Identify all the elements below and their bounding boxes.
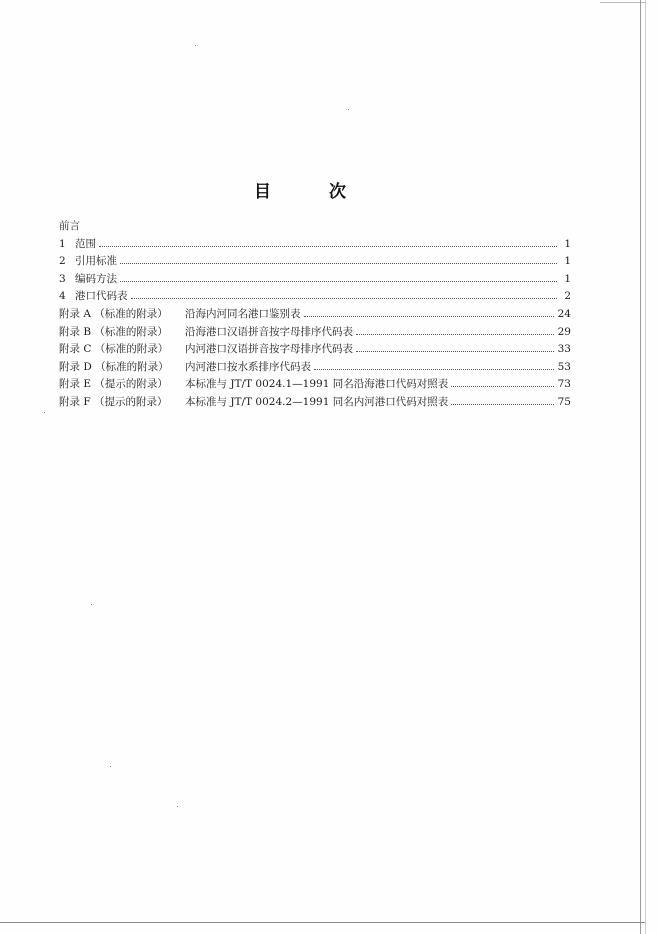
toc-appendix-label: 内河港口汉语拼音按字母排序代码表: [185, 343, 353, 356]
scan-speck: [195, 45, 196, 46]
toc-row[interactable]: [59, 288, 571, 306]
toc-section-label: 范围: [75, 237, 96, 250]
toc-page-number: 33: [557, 343, 571, 356]
toc-appendix-prefix: 附录 A （标准的附录）: [59, 307, 168, 320]
scan-edge-bottom: [0, 922, 645, 923]
toc-page-number: 29: [557, 325, 571, 338]
toc-appendix-row[interactable]: [59, 341, 571, 359]
toc-page-number: 1: [564, 237, 571, 250]
toc-appendix-prefix: 附录 D （标准的附录）: [59, 360, 169, 373]
scan-speck: [177, 806, 178, 807]
toc-foreword-label: 前言: [59, 220, 80, 232]
toc-appendix-prefix: 附录 F （提示的附录）: [59, 395, 168, 408]
toc-foreword[interactable]: [59, 218, 571, 236]
toc-leader-dots: [304, 315, 554, 317]
table-of-contents: [59, 218, 571, 412]
toc-leader-dots: [356, 350, 554, 352]
toc-appendix-row[interactable]: [59, 376, 571, 394]
toc-row[interactable]: [59, 271, 571, 289]
toc-leader-dots: [314, 368, 554, 370]
toc-section-label: 编码方法: [75, 272, 117, 285]
toc-appendix-row[interactable]: [59, 394, 571, 412]
toc-page-number: 24: [557, 307, 571, 320]
toc-appendix-row[interactable]: [59, 359, 571, 377]
toc-leader-dots: [356, 333, 554, 335]
toc-section-number: 1: [59, 237, 66, 250]
scan-speck: [110, 766, 111, 767]
toc-section-label: 引用标准: [75, 255, 117, 268]
toc-leader-dots: [120, 262, 557, 264]
toc-appendix-row[interactable]: [59, 324, 571, 342]
toc-leader-dots: [131, 297, 558, 299]
toc-appendix-row[interactable]: [59, 306, 571, 324]
toc-row[interactable]: [59, 253, 571, 271]
scan-speck: [348, 109, 349, 110]
toc-section-number: 2: [59, 255, 66, 268]
toc-appendix-label: 沿海内河同名港口鉴别表: [185, 307, 301, 320]
toc-section-label: 港口代码表: [75, 290, 128, 303]
toc-page-number: 53: [557, 360, 571, 373]
toc-page-number: 75: [557, 395, 571, 408]
toc-page-number: 73: [557, 378, 571, 391]
toc-page-number: 2: [564, 290, 571, 303]
scan-edge-top: [600, 2, 645, 3]
toc-row[interactable]: [59, 236, 571, 254]
toc-appendix-label: 本标准与 JT/T 0024.1—1991 同名沿海港口代码对照表: [185, 378, 449, 391]
toc-leader-dots: [99, 245, 557, 247]
toc-appendix-prefix: 附录 B （标准的附录）: [59, 325, 168, 338]
scan-speck: [91, 604, 92, 605]
toc-page-number: 1: [564, 272, 571, 285]
toc-appendix-prefix: 附录 E （提示的附录）: [59, 378, 168, 391]
toc-appendix-label: 本标准与 JT/T 0024.2—1991 同名内河港口代码对照表: [185, 395, 449, 408]
scan-edge-right-inner: [645, 0, 646, 934]
toc-section-number: 3: [59, 272, 66, 285]
toc-leader-dots: [120, 280, 557, 282]
toc-appendix-label: 沿海港口汉语拼音按字母排序代码表: [185, 325, 353, 338]
toc-appendix-label: 内河港口按水系排序代码表: [185, 360, 311, 373]
toc-leader-dots: [451, 403, 553, 405]
toc-appendix-prefix: 附录 C （标准的附录）: [59, 343, 169, 356]
scan-speck: [44, 412, 45, 413]
toc-leader-dots: [451, 385, 553, 387]
page-title: 目 次: [254, 182, 372, 202]
scan-edge-right: [640, 0, 641, 934]
toc-page-number: 1: [564, 255, 571, 268]
toc-section-number: 4: [59, 290, 66, 303]
